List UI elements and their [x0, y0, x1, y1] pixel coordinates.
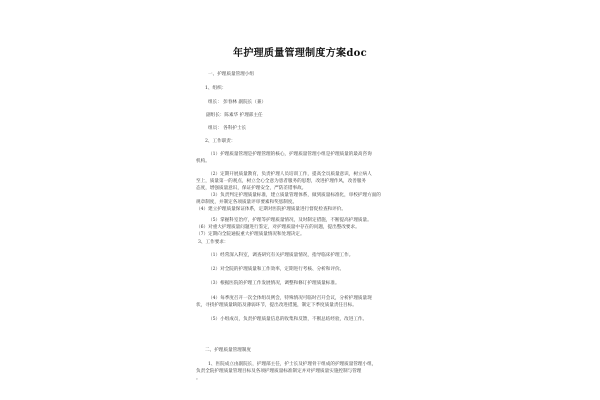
paragraph-line: 态度，增强质量意识，保证护理安全，严防差错事故。 — [196, 186, 307, 191]
section-heading: 二、护理质量管理制度 — [205, 348, 251, 353]
subheading: 1、组织： — [205, 86, 227, 91]
paragraph-line: （7）定期向全院通报重大护理质量情况和处理决定。 — [196, 232, 305, 237]
paragraph-line: （6）对重大护理质量问题进行鉴定，对护理质量中存在的问题，提出整改要求。 — [196, 225, 360, 230]
paragraph-line: （2）定期开展质量教育，负责护理人员培训工作，提高全员质量意识，树立病人 — [208, 172, 372, 177]
paragraph-line: 组长： 彭春林 副院长（兼） — [208, 100, 267, 105]
paragraph-line: （5）掌握科室治疗，护理等护理质量情况，及时制定措施，不断提高护理质量。 — [208, 218, 372, 223]
document-title: 年护理质量管理制度方案doc — [233, 48, 367, 59]
section-heading: 一、护理质量管理小组 — [208, 72, 254, 77]
paragraph-line: 规章制度，并制定各项质量评审要素和奖惩制度。 — [196, 200, 298, 205]
paragraph-line: 机构。 — [196, 159, 210, 164]
paragraph-line: （3）负责判定护理质量标准，建立质量管理体系，做到质量标准化，审校护理方面的 — [208, 193, 381, 198]
paragraph-line: （4）每季度召开一次全体组员例会，特殊情况可临时召开会议，分析护理质量现 — [208, 296, 372, 301]
paragraph-line: （2）对全院的护理质量和工作效率，定期进行考核、分析和评价。 — [208, 267, 345, 272]
paragraph-line: 。 — [196, 376, 201, 381]
paragraph-line: 状，寻找护理质量缺陷及薄弱环节，提出改进措施，制定下季度质量责任目标。 — [196, 303, 357, 308]
paragraph-line: （5）小组成员，负责护理质量信息的收集和反馈，不断总结经验，改进工作。 — [208, 317, 368, 322]
paragraph-line: 组员： 各科护士长 — [208, 126, 247, 131]
subheading: 2、工作职责： — [205, 139, 236, 144]
paragraph-line: （1）经常深入科室，调查研究有关护理质量情况，指导临床护理工作。 — [208, 253, 354, 258]
paragraph-line: （3）根据医院的护理工作发展情况，调整和修订护理质量标准。 — [208, 281, 340, 286]
paragraph-line: 至上，质量第一的观点，树立全心全意为患者服务的思想，改进护理作风，改善服务 — [196, 179, 366, 184]
paragraph-line: 负责全院护理质量管理目标及各项护理质量标准制定并对护理质量实施控制与管理 — [196, 369, 362, 374]
paragraph-line: 1、医院成立由副院长，护理部主任，护士长及护理骨干组成的护理质量管理小组， — [208, 362, 377, 367]
paragraph-line: （4）建立护理质量保证体系，定期对医院护理质量进行督促检查和评价。 — [196, 207, 346, 212]
paragraph-line: 副组长：陈素华 护理部主任 — [206, 113, 263, 118]
paragraph-line: （1）护理质量管理是护理管理的核心，护理质量管理小组是护理质量的最高咨询 — [208, 152, 372, 157]
subheading: 3、工作要求： — [198, 240, 229, 245]
